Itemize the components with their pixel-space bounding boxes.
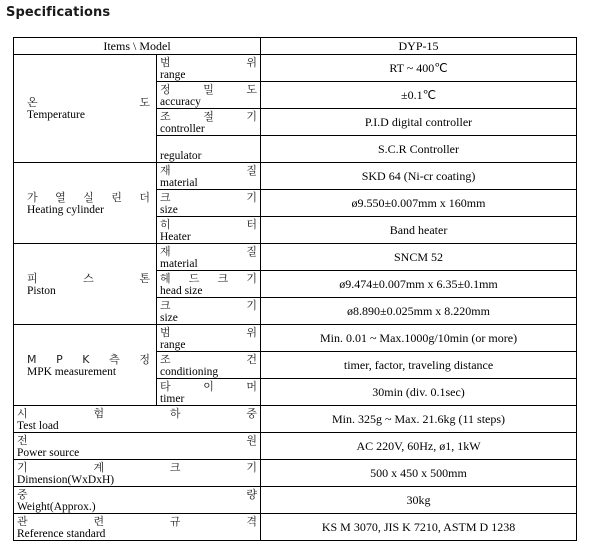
subitem-korean-label-char: 기 (246, 271, 257, 285)
item-korean-label-char: 기 (246, 460, 257, 474)
table-row (14, 163, 577, 190)
subitem-cell (157, 352, 261, 379)
category-korean-label-char: 측 (109, 352, 120, 366)
category-cell (14, 55, 157, 163)
item-korean-label-char: 량 (246, 487, 258, 501)
item-cell (14, 433, 261, 460)
category-cell (14, 325, 157, 406)
subitem-korean-label-char: 헤 (160, 271, 171, 285)
category-english-label: Heating cylinder (27, 203, 104, 216)
category-korean-label-char: 온 (27, 96, 38, 109)
subitem-cell (157, 298, 261, 325)
subitem-english-label: size (160, 203, 178, 216)
category-korean-label (27, 353, 152, 366)
category-korean-label-char: 피 (27, 271, 38, 285)
category-korean-label-char: 실 (83, 190, 94, 204)
category-english-label: Piston (27, 284, 56, 297)
subitem-korean-label-char: 기 (246, 298, 258, 312)
spec-value: P.I.D digital controller (261, 109, 577, 136)
spec-value: ø8.890±0.025mm x 8.220mm (261, 298, 577, 325)
category-korean-label (27, 272, 152, 285)
subitem-korean-label-char: 재 (160, 244, 171, 258)
item-korean-label (17, 434, 257, 447)
item-korean-label-char: 시 (17, 406, 28, 420)
spec-value: SNCM 52 (261, 244, 577, 271)
subitem-english-label: range (160, 68, 186, 81)
subitem-cell (157, 379, 261, 406)
item-korean-label-char: 계 (93, 460, 105, 474)
subitem-korean-label-char: 기 (246, 109, 258, 123)
subitem-english-label: material (160, 257, 198, 270)
subitem-english-label: regulator (160, 150, 202, 162)
table-row (14, 460, 577, 487)
subitem-english-label: controller (160, 122, 205, 135)
subitem-korean-label (160, 164, 257, 177)
spec-value: S.C.R Controller (261, 136, 577, 163)
item-english-label: Test load (17, 419, 59, 432)
item-korean-label-char: 중 (246, 406, 257, 420)
subitem-korean-label-char: 절 (203, 109, 214, 123)
item-korean-label-char: 규 (169, 514, 181, 528)
item-cell (14, 487, 261, 514)
subitem-cell (157, 271, 261, 298)
subitem-korean-label (160, 110, 257, 123)
item-korean-label (17, 407, 257, 420)
subitem-korean-label (160, 326, 257, 339)
category-english-label: MPK measurement (27, 365, 117, 378)
subitem-english-label: material (160, 176, 198, 189)
spec-value: 500 x 450 x 500mm (261, 460, 577, 487)
specifications-table-body (14, 38, 577, 541)
item-korean-label-char: 험 (93, 406, 105, 420)
table-row (14, 514, 577, 541)
subitem-cell (157, 190, 261, 217)
table-row (14, 325, 577, 352)
spec-value: Min. 325g ~ Max. 21.6kg (11 steps) (261, 406, 577, 433)
category-korean-label-char: 열 (55, 190, 66, 204)
subitem-cell (157, 136, 261, 163)
item-korean-label-char: 련 (93, 514, 105, 528)
spec-value: timer, factor, traveling distance (261, 352, 577, 379)
spec-value: KS M 3070, JIS K 7210, ASTM D 1238 (261, 514, 577, 541)
subitem-english-label: size (160, 311, 178, 324)
item-english-label: Reference standard (17, 527, 106, 540)
item-korean-label-char: 격 (246, 514, 257, 528)
subitem-korean-label-char: 머 (246, 379, 258, 393)
subitem-cell (157, 82, 261, 109)
subitem-english-label: accuracy (160, 95, 201, 108)
subitem-cell (157, 325, 261, 352)
item-cell (14, 460, 261, 487)
category-korean-label-char: 스 (83, 271, 94, 285)
item-korean-label-char: 기 (17, 460, 28, 474)
subitem-korean-label (160, 218, 257, 231)
subitem-korean-label (160, 353, 257, 366)
subitem-english-label: conditioning (160, 365, 219, 378)
subitem-korean-label-char: 위 (246, 325, 258, 339)
spec-value: ±0.1℃ (261, 82, 577, 109)
category-korean-label-char: K (82, 352, 90, 366)
subitem-korean-label-char: 터 (246, 217, 258, 231)
subitem-cell (157, 109, 261, 136)
subitem-korean-label-char: 질 (246, 163, 258, 177)
subitem-english-label: head size (160, 284, 203, 297)
subitem-korean-label-char: 질 (246, 244, 258, 258)
spec-value: AC 220V, 60Hz, ø1, 1kW (261, 433, 577, 460)
item-korean-label-char: 관 (17, 514, 28, 528)
subitem-korean-label (160, 272, 257, 285)
category-korean-label-char: 톤 (139, 271, 150, 285)
table-header-row (14, 38, 577, 55)
item-korean-label (17, 488, 257, 501)
header-model-name: DYP-15 (261, 38, 577, 55)
subitem-cell (157, 55, 261, 82)
spec-value: 30min (div. 0.1sec) (261, 379, 577, 406)
category-cell (14, 244, 157, 325)
subitem-korean-label-char: 크 (160, 298, 171, 312)
category-korean-label-char: 더 (139, 190, 150, 204)
category-english-label: Temperature (27, 109, 85, 121)
item-english-label: Dimension(WxDxH) (17, 473, 115, 486)
subitem-korean-label-char: 범 (160, 325, 171, 339)
item-korean-label-char: 전 (17, 433, 28, 447)
subitem-cell (157, 217, 261, 244)
spec-value: RT ~ 400℃ (261, 55, 577, 82)
item-english-label: Power source (17, 446, 80, 459)
specifications-table (13, 37, 577, 541)
category-korean-label-char: 가 (27, 190, 38, 204)
item-korean-label-char: 하 (169, 406, 181, 420)
subitem-korean-label-char: 도 (246, 82, 258, 96)
subitem-korean-label-char: 범 (160, 55, 171, 69)
item-english-label: Weight(Approx.) (17, 500, 96, 513)
category-korean-label (27, 191, 152, 204)
subitem-korean-label-char: 밀 (203, 82, 214, 96)
item-korean-label-char: 크 (169, 460, 181, 474)
subitem-korean-label-char: 조 (160, 352, 171, 366)
item-korean-label (17, 515, 257, 528)
spec-value: ø9.550±0.007mm x 160mm (261, 190, 577, 217)
item-cell (14, 406, 261, 433)
category-korean-label-char: 도 (139, 96, 150, 109)
subitem-korean-label (160, 380, 257, 393)
table-row (14, 244, 577, 271)
subitem-korean-label (160, 191, 257, 204)
category-cell (14, 163, 157, 244)
subitem-korean-label-char: 재 (160, 163, 171, 177)
category-korean-label-char: M (27, 352, 37, 366)
subitem-cell (157, 244, 261, 271)
subitem-korean-label (160, 299, 257, 312)
category-korean-label-char: 린 (111, 190, 122, 204)
subitem-cell (157, 163, 261, 190)
spec-value: SKD 64 (Ni-cr coating) (261, 163, 577, 190)
spec-value: Band heater (261, 217, 577, 244)
subitem-korean-label-char: 조 (160, 109, 171, 123)
subitem-korean-label-char: 타 (160, 379, 171, 393)
subitem-korean-label-char: 크 (217, 271, 229, 285)
spec-value: Min. 0.01 ~ Max.1000g/10min (or more) (261, 325, 577, 352)
header-items-model: Items \ Model (14, 38, 261, 55)
subitem-english-label: timer (160, 392, 185, 405)
table-row (14, 55, 577, 82)
subitem-korean-label-char: 크 (160, 190, 171, 204)
spec-value: 30kg (261, 487, 577, 514)
item-korean-label-char: 중 (17, 487, 28, 501)
subitem-korean-label (160, 56, 257, 69)
subitem-korean-label-char: 이 (203, 379, 214, 393)
subitem-english-label: Heater (160, 230, 191, 243)
subitem-english-label: range (160, 338, 186, 351)
subitem-korean-label-char: 히 (160, 217, 171, 231)
item-cell (14, 514, 261, 541)
subitem-korean-label-char: 건 (246, 352, 258, 366)
item-korean-label-char: 원 (246, 433, 258, 447)
category-korean-label (27, 96, 152, 109)
page-title: Specifications (6, 5, 111, 20)
subitem-korean-label (160, 83, 257, 96)
spec-value: ø9.474±0.007mm x 6.35±0.1mm (261, 271, 577, 298)
category-korean-label-char: 정 (139, 352, 150, 366)
table-row (14, 406, 577, 433)
subitem-korean-label-char: 기 (246, 190, 258, 204)
item-korean-label (17, 461, 257, 474)
table-row (14, 487, 577, 514)
subitem-korean-label-char: 드 (188, 271, 200, 285)
subitem-korean-label-char: 정 (160, 82, 171, 96)
category-korean-label-char: P (56, 352, 63, 366)
table-row (14, 433, 577, 460)
subitem-korean-label-char: 위 (246, 55, 258, 69)
subitem-korean-label (160, 245, 257, 258)
